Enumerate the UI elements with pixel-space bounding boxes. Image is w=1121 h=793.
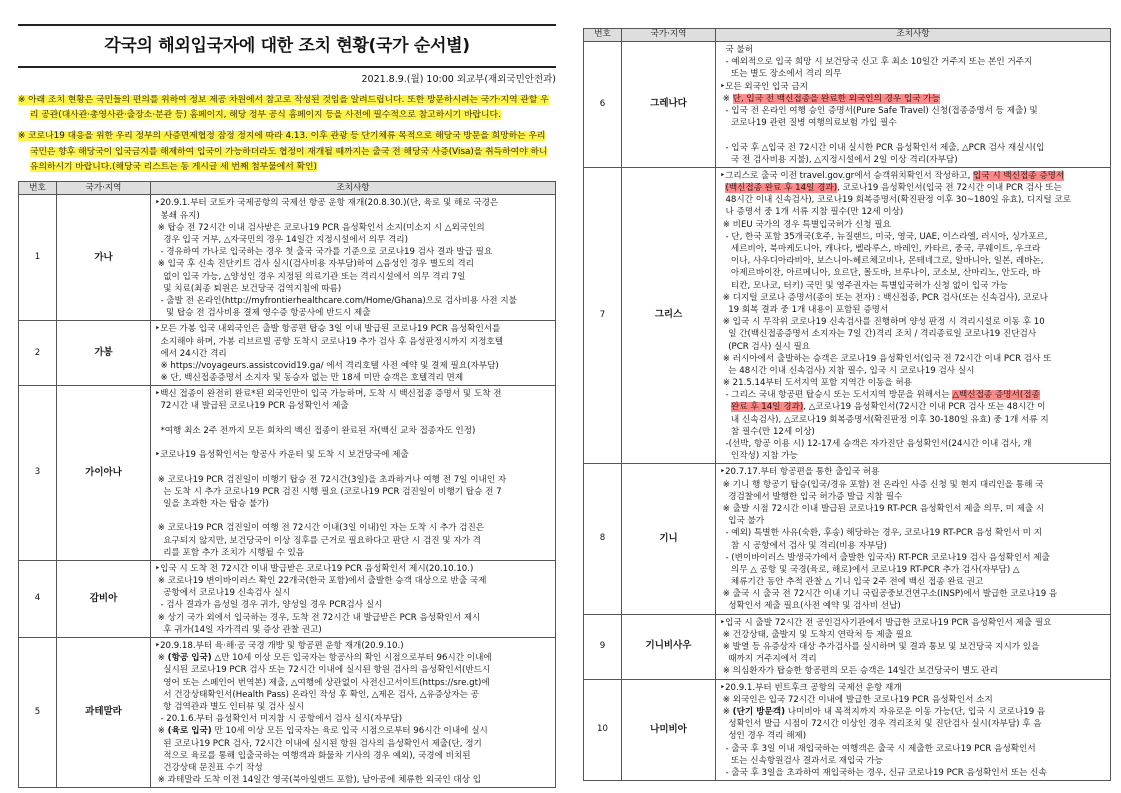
measure-line: 는 48시간 이내 신속검사) 지참 필수, 입국 시 코로나19 검사 실시 [720, 365, 975, 376]
measure-line: 봉쇄 유지) [155, 210, 200, 221]
measure-line: 요구되지 않지만, 보건당국이 이상 징후를 근거로 필요하다고 판단 시 검진 및 자가 격 [155, 535, 481, 546]
measure-line: 일을 초과한 자는 탑승 불가) [155, 498, 269, 509]
measure-line: ‣모든 외국인 입국 금지 [720, 81, 808, 92]
highlighted-text: (육로 입국) [167, 726, 212, 737]
measure-line: ※ 의심환자가 탑승한 항공편의 모든 승객은 14일간 보건당국이 별도 관리 [720, 666, 998, 677]
notice-1 [18, 93, 556, 124]
measure-line: 에서 24시간 격리 [155, 348, 227, 359]
highlighted-text: (항공 입국) [167, 653, 212, 664]
row-country: 가봉 [57, 321, 151, 386]
measure-line: ※ 외국인은 입국 72시간 이내에 발급한 코로나19 PCR 음성확인서 소지 [720, 694, 993, 705]
measure-line [155, 510, 551, 522]
measure-line [155, 437, 551, 449]
measure-line: 소지해야 하며, 가봉 리브르빌 공항 도착시 코로나19 추가 검사 후 음성판정시까지 지정호텔 [155, 336, 504, 347]
measure-line: ‣그리스로 출국 이전 travel.gov.gr에서 승객위치확인서 작성하고, 입국 시 백신접종 증명서 [720, 170, 1065, 181]
row-country: 그리스 [622, 167, 716, 464]
measure-line: ※ 입국 후 신속 진단키트 검사 실시(검사비용 자부담)하여 △음성인 경우 별도의 격리 [155, 259, 474, 270]
measure-line: 때까지 거주지에서 격리 [720, 654, 817, 665]
measure-line: - 예외) 특별한 사유(숙환, 후송) 해당하는 경우, 코로나19 RT-PCR 음성 확인서 미 지 [720, 528, 1043, 539]
title-box [18, 24, 556, 68]
measure-line: 완료 후 14일 경과), △코로나19 음성확인서(72시간 이내 PCR 검사 또는 48시간 이 [730, 402, 1046, 413]
measure-line: 공항에서 코로나19 신속검사 실시 [155, 588, 291, 599]
row-number: 4 [19, 560, 57, 637]
measure-line: ※ 상기 국가 외에서 입국하는 경우, 도착 전 72시간 내 발급받은 PCR 음성확인서 제시 [155, 612, 481, 623]
measure-line: 건강상태 문진표 수기 작성 [155, 762, 263, 773]
measure-line [155, 461, 551, 473]
measure-line: 이나, 사우디아라비아, 보스니아-헤르체고비나, 몬테네그로, 알바니아, 일본, 레바논, [720, 256, 1044, 267]
table-row [584, 464, 1111, 614]
measure-line: ※ 기니 행 항공기 탑승(입국/경유 포함) 전 온라인 사증 신청 및 현지 대리인을 통해 국 [720, 479, 1044, 490]
measure-line: ※ 21.5.14부터 도서지역 포함 지역간 이동을 허용 [720, 378, 912, 389]
measure-line: ‣20.9.18.부터 육·해·공 국경 개방 및 항공편 운항 재개(20.9.10.) [155, 641, 404, 652]
col-header-measures: 조치사항 [716, 29, 1111, 42]
measure-line: 및 치료(최종 퇴원은 보건당국 검역지침에 따름) [155, 283, 342, 294]
measure-line: 성확인서 발급 시점이 72시간 이상인 경우 격리조치 및 진단검사 실시(자부담) 후 음 [720, 719, 1042, 730]
table-row [584, 614, 1111, 679]
row-number: 8 [584, 464, 622, 614]
measure-line: ※ https://voyageurs.assistcovid19.ga/ 에서 격리호텔 사전 예약 및 결제 필요(자부담) [155, 360, 499, 371]
measure-line: ‣20.9.1.부터 코토카 국제공항의 국제선 항공 운항 재개(20.8.30.)(단, 육로 및 해로 국경은 [155, 198, 499, 209]
row-number: 7 [584, 167, 622, 464]
col-header-num: 번호 [584, 29, 622, 42]
measure-line: - 입국 전 온라인 여행 승인 증명서(Pure Safe Travel) 신청(접종증명서 등 제출) 및 [720, 105, 1038, 116]
row-measures [151, 386, 556, 561]
notice-1-text: ※ 아래 조치 현황은 국민들의 편의를 위하여 정보 제공 차원에서 참고로 작성된 것임을 알려드립니다. 또한 방문하시려는 국가·지역 관할 우리 공관(대사관·총영사관·출장소·분관 등) 홈페이지, 해당 정부 공식 홈페이지 등을 사전에 필수적으로 참고하시기 바랍니다. [18, 94, 549, 120]
measure-line: - 출국 후 3일을 초과하여 재입국하는 경우, 신규 코로나19 PCR 음성확인서 또는 신속 [720, 767, 1047, 778]
highlighted-text: △백신접종 증명서(접종 [952, 390, 1040, 401]
left-page [18, 0, 556, 793]
measure-line: ‣20.9.1.부터 빈트후크 공항의 국제선 운항 재개 [720, 682, 902, 693]
measure-line [155, 413, 551, 425]
measure-line: ※ 단, 입국 전 백신접종을 완료한 외국인의 경우 입국 가능 [720, 93, 940, 104]
measure-line: 성확인서 제출 필요(사전 예약 및 검사비 선납) [720, 601, 901, 612]
measure-line: ※ 단, 백신접종증명서 소지자 및 동승자 없는 만 18세 미만 승객은 호텔격리 면제 [155, 373, 464, 384]
row-measures [716, 42, 1111, 168]
measure-line: 참 시 공항에서 검사 및 격리(비용 자부담) [720, 540, 887, 551]
measures-table-right [583, 28, 1111, 781]
row-number: 9 [584, 614, 622, 679]
measure-line: ※ (육로 입국) 만 10세 이상 모든 입국자는 육로 입국 시점으로부터 96시간 이내에 실시 [155, 726, 488, 737]
row-measures [151, 195, 556, 321]
measure-line: ‣모든 가봉 입국 내외국인은 출발 항공편 탑승 3일 이내 발급된 코로나19 PCR 음성확인서를 [155, 324, 501, 335]
row-country: 기니비사우 [622, 614, 716, 679]
row-number: 1 [19, 195, 57, 321]
measure-line: -(선박, 항공 이용 시) 12-17세 승객은 자가진단 음성확인서(24시간 이내 검사, 개 [720, 439, 1032, 449]
measure-line: ※ 출발 시점 72시간 이내 발급된 코로나19 RT-PCR 음성확인서 제출 의무, 미 제출 시 [720, 503, 1045, 514]
measure-line: 는 도착 시 추가 코로나19 PCR 검진 시행 필요 (코로나19 PCR 검진일이 비행기 탑승 전 7 [155, 486, 502, 497]
measure-line: - 단, 한국 포함 35개국(호주, 뉴질랜드, 미국, 영국, UAE, 이스라엘, 러시아, 싱가포르, [720, 231, 1048, 242]
measure-line: 경우 입국 거부, △자국민의 경우 14일간 지정시설에서 의무 격리) [155, 235, 408, 246]
measure-line: 티칸, 모나코, 터키) 국민 및 영주권자는 특별입국허가 신청 없이 입국 가능 [720, 280, 1008, 291]
row-number: 10 [584, 679, 622, 781]
row-country: 감비아 [57, 560, 151, 637]
measure-line: 국 불허 [720, 45, 754, 55]
measure-line: 세르비아, 북마케도니아, 캐나다, 벨라루스, 바레인, 카타르, 중국, 쿠웨이트, 우크라 [720, 244, 1041, 254]
measure-line: - 입국 후 △입국 전 72시간 이내 실시한 PCR 음성확인서 제출, △PCR 검사 재실시(입 [720, 142, 1045, 153]
highlighted-text: 완료 후 14일 경과) [730, 402, 804, 413]
table-row [584, 679, 1111, 781]
measure-line: 일 간(백신접종증명서 소지자는 7일 간)격리 조치 / 격리종료일 코로나19 진단검사 [720, 329, 1037, 340]
measure-line: ※ (항공 입국) △만 10세 이상 모든 입국자는 항공사의 확인 시점으로부터 96시간 이내에 [155, 653, 492, 664]
row-measures [716, 167, 1111, 464]
measure-line: ‣입국 시 출발 72시간 전 공인검사기관에서 발급한 코로나19 PCR 음성확인서 제출 필요 [720, 617, 1052, 628]
measure-line: ※ 코로나19 PCR 검진일이 비행기 탑승 전 72시간(3일)을 초과하거나 여행 전 7일 이내인 자 [155, 474, 507, 485]
highlighted-text: (단기 방문객) [732, 706, 786, 717]
measure-line: 된 코로나19 PCR 검사, 72시간 이내에 실시된 항원 검사의 음성확인서 제출(단, 정기 [155, 738, 482, 749]
measure-line: *여행 최소 2주 전까지 모든 회차의 백신 접종이 완료된 자(백신 교차 접종자도 인정) [155, 425, 476, 436]
row-country: 가이아나 [57, 386, 151, 561]
measure-line: ※ 건강상태, 출발지 및 도착지 연락처 등 제출 필요 [720, 629, 913, 640]
measure-line: (백신접종 완료 후 14일 경과), 코로나19 음성확인서(입국 전 72시간 이내 PCR 검사 또는 [725, 183, 1062, 194]
row-measures [151, 560, 556, 637]
table-body-right [584, 42, 1111, 781]
row-number: 5 [19, 638, 57, 788]
measure-line: - 경유하여 가나로 입국하는 경우 첫 출국 국가를 기준으로 코로나19 검사 결과 발급 필요 [155, 247, 493, 258]
measure-line: ※ 발열 등 유증상자 대상 추가검사를 실시하며 및 결과 통보 및 보건당국 지시가 있을 [720, 642, 1040, 652]
measure-line: - 출국 후 3일 이내 재입국하는 여행객은 출국 시 제출한 코로나19 PCR 음성확인서 [720, 743, 1036, 754]
measure-line: 인작성) 지참 가능 [720, 451, 798, 462]
row-number: 6 [584, 42, 622, 168]
measure-line: 국 전 검사비용 지불), △지정시설에서 2일 이상 격리(자부담) [720, 154, 958, 165]
measure-line: 성인 경우 격리 해제) [720, 731, 807, 742]
table-row [19, 321, 556, 386]
measure-line [720, 129, 1106, 141]
measure-line: 및 탑승 전 검사비용 결제 영수증 항공사에 반드시 제출 [155, 308, 371, 319]
measure-line: 내 신속검사), △코로나19 회복증명서(확진판정 이후 30-180일 유효) 중 1개 서류 지 [720, 414, 1049, 425]
measure-line: ‣백신 접종이 완전히 완료*된 외국인만이 입국 가능하며, 도착 시 백신접종 증명서 및 도착 전 [155, 389, 502, 400]
measure-line: 체류기간 동안 추적 관찰 △ 기니 입국 2주 전에 백신 접종 완료 권고 [720, 577, 984, 588]
col-header-num: 번호 [19, 182, 57, 195]
page-title: 각국의 해외입국자에 대한 조치 현황(국가 순서별) [104, 35, 470, 56]
highlighted-text: 입국 시 백신접종 증명서 [973, 170, 1065, 181]
right-page [583, 0, 1111, 793]
row-country: 기니 [622, 464, 716, 614]
measure-line: 48시간 이내 신속검사), 코로나19 회복증명서(확진판정 이후 30~180일 유효), 디지털 코로 [720, 195, 1072, 206]
measure-line: 참 필수(만 12세 이상) [720, 426, 815, 437]
table-row [19, 638, 556, 788]
col-header-country: 국가·지역 [57, 182, 151, 195]
measure-line: 나 증명서 중 1개 서류 지참 필수(만 12세 이상) [720, 207, 904, 218]
row-measures [151, 638, 556, 788]
measure-line: ※ (단기 방문객) 나미비아 내 목적지까지 자유로운 이동 가능(단, 입국 시 코로나19 음 [720, 706, 1046, 717]
measure-line: 의무 △ 공항 및 국경(육로, 해로)에서 코로나19 RT-PCR 추가 검사(자부담) △ [720, 564, 1020, 575]
measure-line: 코로나19 관련 질병 여행의료보험 가입 필수 [720, 118, 897, 129]
measure-line: ‣입국 시 도착 전 72시간 이내 발급받은 코로나19 PCR 음성확인서 제시(20.10.10.) [155, 563, 474, 574]
row-measures [716, 679, 1111, 781]
notice-2-text: ※ 코로나19 대응을 위한 우리 정부의 사증면제협정 잠정 정지에 따라 4.13. 이후 관광 등 단기체류 목적으로 해당국 방문을 희망하는 우리 국민은 향후 해당국이 입국금지를 해제하여 입국이 가능하더라도 협정이 재개될 때까지는 출국 전 해당국 사증(Visa)을 취득하여야 하니 유의하시기 바랍니다.(해당국 리스트는 동 게시글 세 번째 첨부물에서 확인) [18, 131, 548, 173]
measure-line: 경검찰에서 발행한 입국 허가증 발급 지참 필수 [720, 491, 903, 502]
measure-line: 실시된 코로나19 PCR 검사 또는 72시간 이내에 실시된 항원 검사의 음성확인서(반드시 [155, 665, 491, 676]
measure-line: 또는 별도 장소에서 격리 의무 [720, 69, 842, 80]
col-header-country: 국가·지역 [622, 29, 716, 42]
measure-line: 또는 신속항원검사 결과서로 재입국 가능 [720, 755, 883, 766]
measure-line: - 검사 결과가 음성일 경우 귀가, 양성일 경우 PCR검사 실시 [155, 600, 383, 611]
row-country: 나미비아 [622, 679, 716, 781]
measure-line: ※ 디지털 코로나 증명서(종이 또는 전자) : 백신접종, PCR 검사(또는 신속검사), 코로나 [720, 292, 1048, 303]
row-measures [716, 464, 1111, 614]
measure-line: 72시간 내 발급된 코로나19 PCR 음성확인서 제출 [155, 401, 349, 412]
row-number: 3 [19, 386, 57, 561]
row-country: 가나 [57, 195, 151, 321]
measure-line: ※ 러시아에서 출발하는 승객은 코로나19 음성확인서(입국 전 72시간 이내 PCR 검사 또 [720, 353, 1052, 364]
measure-line: ※ 탑승 전 72시간 이내 검사받은 코로나19 PCR 음성확인서 소지(미소지 시 △외국인의 [155, 222, 485, 233]
measure-line: (PCR 검사) 실시 필요 [720, 341, 811, 352]
row-number: 2 [19, 321, 57, 386]
measure-line: 입국 불가 [720, 516, 765, 527]
dateline: 2021.8.9.(월) 10:00 외교부(재외국민안전과) [361, 74, 556, 85]
measure-line: - 예외적으로 입국 희망 시 보건당국 신고 후 최소 10일간 거주지 또는 본인 거주지 [720, 57, 1033, 68]
measure-line: ※ 출국 시 출국 전 72시간 이내 기니 국립공중보건연구소(INSP)에서 발급한 코로나19 음 [720, 589, 1058, 600]
table-row [19, 195, 556, 321]
measure-line: 적으로 육로를 통해 입출국하는 여행객과 화물차 기사의 경우 예외), 국경에 비치된 [155, 750, 471, 761]
measure-line: 리를 포함 추가 조치가 시행될 수 있음 [155, 547, 305, 558]
measure-line: ‣코로나19 음성확인서는 항공사 카운터 및 도착 시 보건당국에 제출 [155, 450, 409, 461]
row-measures [716, 614, 1111, 679]
table-row [584, 167, 1111, 464]
row-country: 그레나다 [622, 42, 716, 168]
measure-line: - (변이바이러스 발생국가에서 출발한 입국자) RT-PCR 코로나19 검사 음성확인서 제출 [720, 552, 1050, 563]
measure-line: ※ 입국 시 무작위 코로나19 신속검사를 진행하며 양성 판정 시 격리시설로 이동 후 10 [720, 317, 1045, 328]
measure-line: ※ 비EU 국가의 경우 특별입국허가 신청 필요 [720, 219, 891, 230]
notice-2 [18, 129, 556, 175]
measure-line: 아제르바이잔, 아르메니아, 요르단, 몰도바, 브루나이, 코소보, 산마리노, 안도라, 바 [720, 268, 1041, 279]
measure-line: ※ 코로나19 변이바이러스 확인 22개국(한국 포함)에서 출발한 승객 대상으로 반출 국제 [155, 576, 487, 587]
table-body-left [19, 195, 556, 788]
table-row [19, 386, 556, 561]
measures-table-left [18, 181, 556, 788]
measure-line: ※ 과테말라 도착 이전 14일간 영국(북아일랜드 포함), 남아공에 체류한 외국인 대상 입 [155, 775, 482, 786]
measure-line: - 20.1.6.부터 음성확인서 미지참 시 공항에서 검사 실시(자부담) [155, 714, 403, 725]
measure-line: 후 귀가(14일 자가격리 및 증상 관찰 권고) [155, 624, 322, 635]
measure-line: 19 회복 결과 중 1개 내용이 포함된 증명서 [720, 304, 889, 315]
highlighted-text: 단, 입국 전 백신접종을 완료한 외국인의 경우 입국 가능 [732, 93, 940, 104]
measure-line: 서 건강상태확인서(Health Pass) 온라인 작성 후 확인, △제온 검사, △유증상자는 공 [155, 689, 479, 700]
measure-line: - 출발 전 온라인(http://myfrontierhealthcare.com/Home/Ghana)으로 검사비용 사전 지불 [155, 295, 517, 306]
measure-line: 항 검역관과 별도 인터뷰 및 검사 실시 [155, 701, 305, 712]
col-header-measures: 조치사항 [151, 182, 556, 195]
table-row [584, 42, 1111, 168]
measure-line: - 그리스 국내 항공편 탑승시 또는 도서지역 방문을 위해서는 △백신접종 증명서(접종 [720, 390, 1040, 401]
row-country: 과테말라 [57, 638, 151, 788]
measure-line: ‣20.7.17.부터 항공편을 통한 출입국 허용 [720, 467, 880, 478]
measure-line: 없이 입국 가능, △양성인 경우 지정된 의료기관 또는 격리시설에서 의무 격리 7일 [155, 271, 466, 282]
table-row [19, 560, 556, 637]
measure-line: ※ 코로나19 PCR 검진일이 여행 전 72시간 이내(3일 이내)인 자는 도착 시 추가 검진은 [155, 523, 485, 534]
measure-line: 영어 또는 스페인어 번역본) 제출, △여행에 상관없이 사전신고서이트(https://sre.gt)에 [155, 677, 490, 688]
highlighted-text: (백신접종 완료 후 14일 경과) [725, 183, 838, 194]
row-measures [151, 321, 556, 386]
